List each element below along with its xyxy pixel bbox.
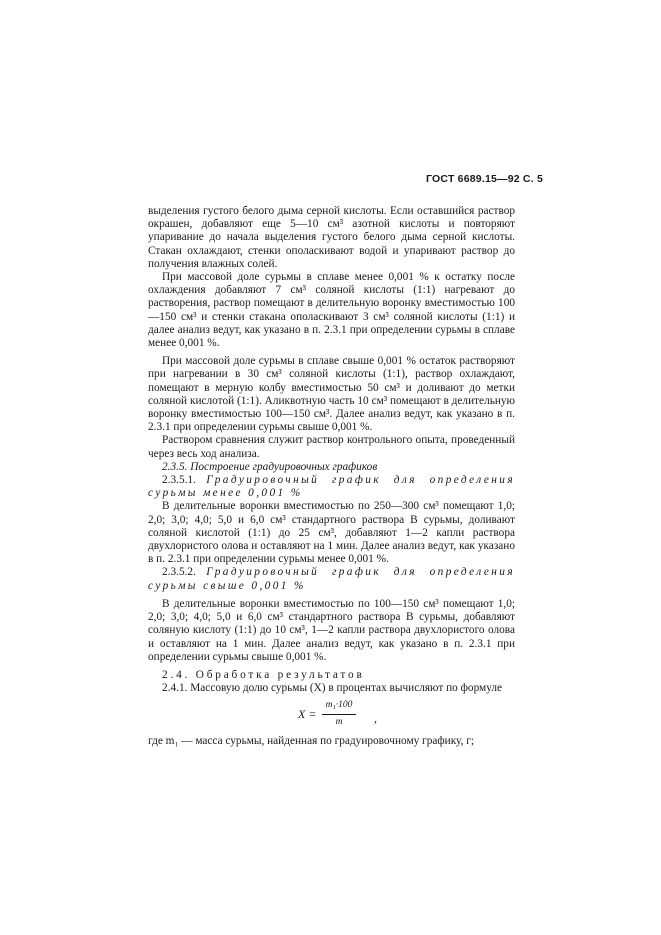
document-body xyxy=(148,205,515,749)
paragraph: В делительные воронки вместимостью по 100—150 см³ помещают 1,0; 2,0; 3,0; 4,0; 5,0 и 6,0 см³ стандартного раствора В сурьмы, добавляют соляную кислоту (1:1) до 10 см³, 1—2 капли раствора двухлористого олова и оставляют на 1 мин. Далее анализ ведут, как указано в п. 2.3.1 при определении сурьмы свыше 0,001 %. xyxy=(148,597,515,663)
subsection-heading xyxy=(148,566,515,592)
subsection-number: 2.3.5.1. xyxy=(162,474,196,487)
paragraph: выделения густого белого дыма серной кислоты. Если оставшийся раствор окрашен, добавляют еще 5—10 см³ азотной кислоты и повторяют упаривание до начала выделения густого белого дыма серной кислоты. Стакан охлаждают, стенки ополаскивают водой и упаривают раствор до получения влажных солей. xyxy=(148,205,515,270)
subsection-title: Градуировочный график для определения сурьмы менее 0,001 % xyxy=(148,474,515,500)
formula-fraction xyxy=(322,699,356,728)
formula-denominator: m xyxy=(335,716,343,727)
subsection-title: Градуировочный график для определения сурьмы свыше 0,001 % xyxy=(148,566,515,592)
formula xyxy=(148,699,515,729)
formula-lhs: X = xyxy=(298,707,317,722)
paragraph: где m₁ — масса сурьмы, найденная по градуировочному графику, г; xyxy=(148,735,474,748)
paragraph: Раствором сравнения служит раствор контрольного опыта, проведенный через весь ход анализа. xyxy=(148,434,515,460)
page-header: ГОСТ 6689.15—92 С. 5 xyxy=(426,173,543,185)
paragraph: 2.4.1. Массовую долю сурьмы (X) в процентах вычисляют по формуле xyxy=(162,682,503,695)
formula-numerator: m₁·100 xyxy=(322,699,356,714)
subsection-number: 2.3.5.2. xyxy=(162,566,196,579)
paragraph: При массовой доле сурьмы в сплаве менее 0,001 % к остатку после охлаждения добавляют 7 см³ соляной кислоты (1:1) нагревают до растворения, раствор помещают в делительную воронку вместимостью 100—150 см³ и стенки стакана ополаскивают 3 см³ соляной кислоты (1:1) и далее анализ ведут, как указано в п. 2.3.1 при определении сурьмы в сплаве менее 0,001 %. xyxy=(148,271,515,350)
formula-comma: , xyxy=(374,711,377,726)
section-heading: 2.4. Обработка результатов xyxy=(162,668,365,681)
subsection-heading xyxy=(148,474,515,500)
paragraph: При массовой доле сурьмы в сплаве свыше 0,001 % остаток растворяют при нагревании в 30 см³ соляной кислоты (1:1), раствор охлаждают, помещают в мерную колбу вместимостью 50 см³ и доливают до метки соляной кислотой (1:1). Аликвотную часть 10 см³ помещают в делительную воронку вместимостью 100—150 см³. Далее анализ ведут, как указано в п. 2.3.1 при определении сурьмы свыше 0,001 %. xyxy=(148,355,515,434)
section-heading: 2.3.5. Построение градуировочных графиков xyxy=(162,460,378,473)
paragraph: В делительные воронки вместимостью по 250—300 см³ помещают 1,0; 2,0; 3,0; 4,0; 5,0 и 6,0 см³ стандартного раствора В сурьмы, доливают соляной кислотой (1:1) до 25 см³, добавляют 1—2 капли раствора двухлористого олова и оставляют на 1 мин. Далее анализ ведут, как указано в п. 2.3.1 при определении сурьмы менее 0,001 %. xyxy=(148,500,515,566)
